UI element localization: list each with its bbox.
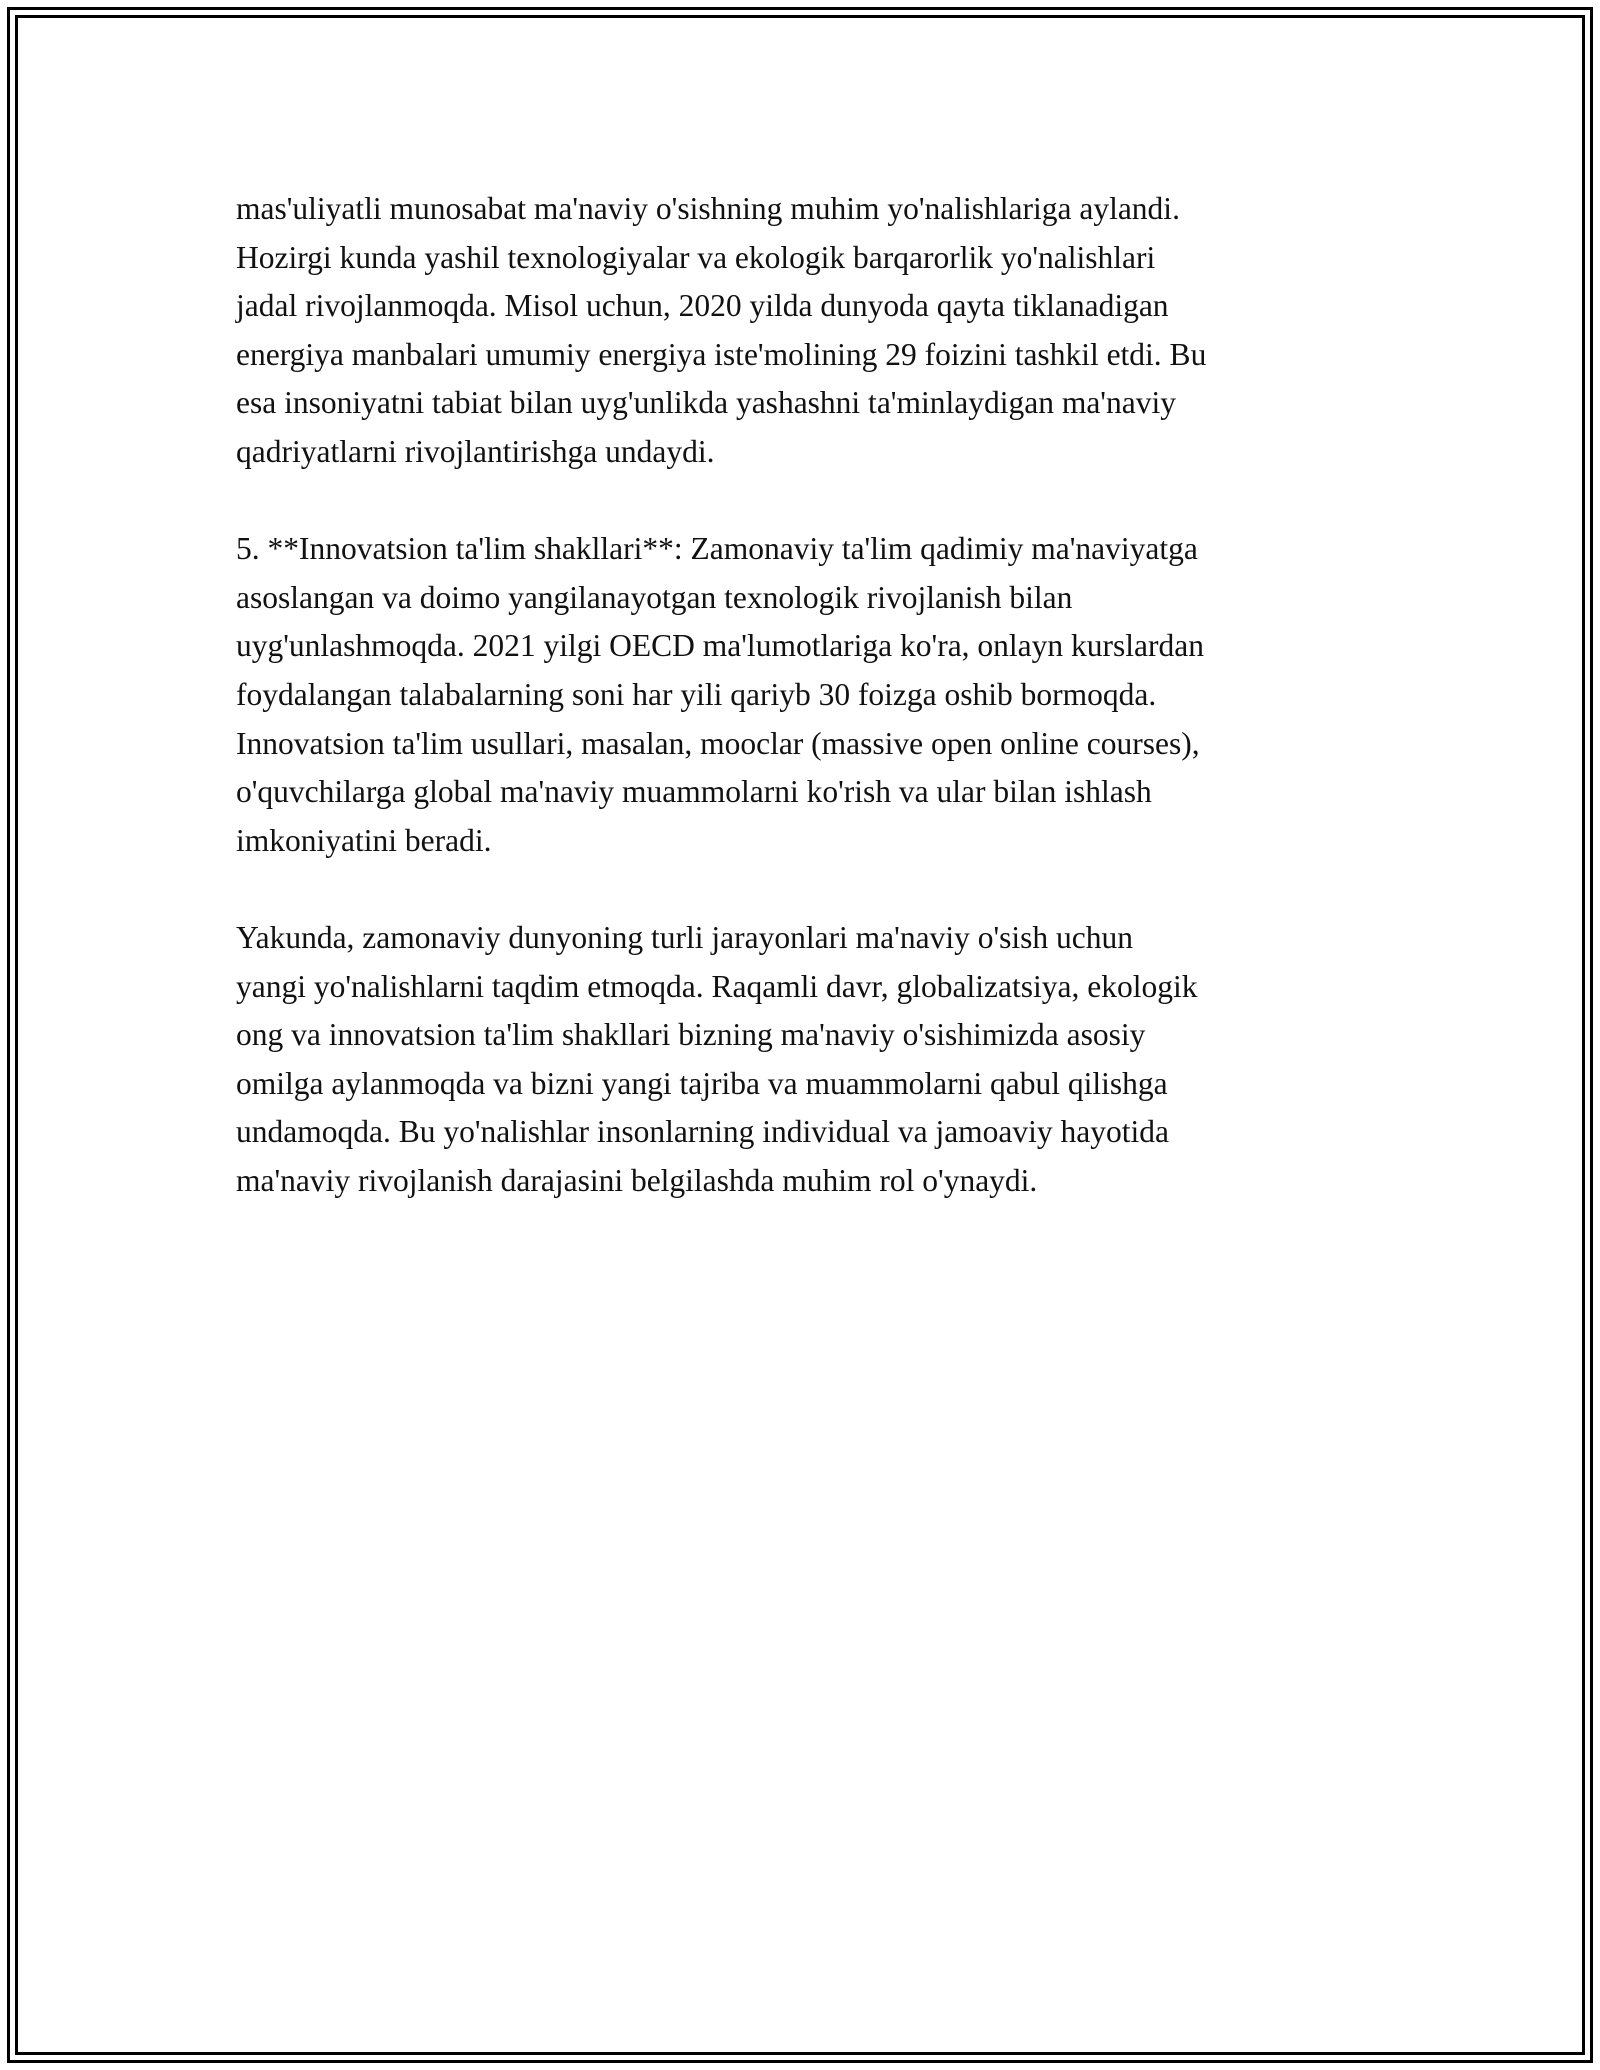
document-body bbox=[236, 185, 1376, 1254]
paragraph-ecology: mas'uliyatli munosabat ma'naviy o'sishning muhim yo'nalishlariga aylandi. Hozirgi kunda yashil texnologiyalar va ekologik barqarorlik yo'nalishlari jadal rivojlanmoqda. Misol uchun, 2020 yilda dunyoda qayta tiklanadigan energiya manbalari umumiy energiya iste'molining 29 foizini tashkil etdi. Bu esa insoniyatni tabiat bilan uyg'unlikda yashashni ta'minlaydigan ma'naviy qadriyatlarni rivojlantirishga undaydi. bbox=[236, 191, 1207, 469]
paragraph-conclusion: Yakunda, zamonaviy dunyoning turli jarayonlari ma'naviy o'sish uchun yangi yo'nalishlarni taqdim etmoqda. Raqamli davr, globalizatsiya, ekologik ong va innovatsion ta'lim shakllari bizning ma'naviy o'sishimizda asosiy omilga aylanmoqda va bizni yangi tajriba va muammolarni qabul qilishga undamoqda. Bu yo'nalishlar insonlarning individual va jamoaviy hayotida ma'naviy rivojlanish darajasini belgilashda muhim rol o'ynaydi. bbox=[236, 919, 1198, 1198]
paragraph-innovative-education: 5. **Innovatsion ta'lim shakllari**: Zamonaviy ta'lim qadimiy ma'naviyatga asoslangan va doimo yangilanayotgan texnologik rivojlanish bilan uyg'unlashmoqda. 2021 yilgi OECD ma'lumotlariga ko'ra, onlayn kurslardan foydalangan talabalarning soni har yili qariyb 30 foizga oshib bormoqda. Innovatsion ta'lim usullari, masalan, mooclar (massive open online courses), o'quvchilarga global ma'naviy muammolarni ko'rish va ular bilan ishlash imkoniyatini beradi. bbox=[236, 531, 1204, 858]
